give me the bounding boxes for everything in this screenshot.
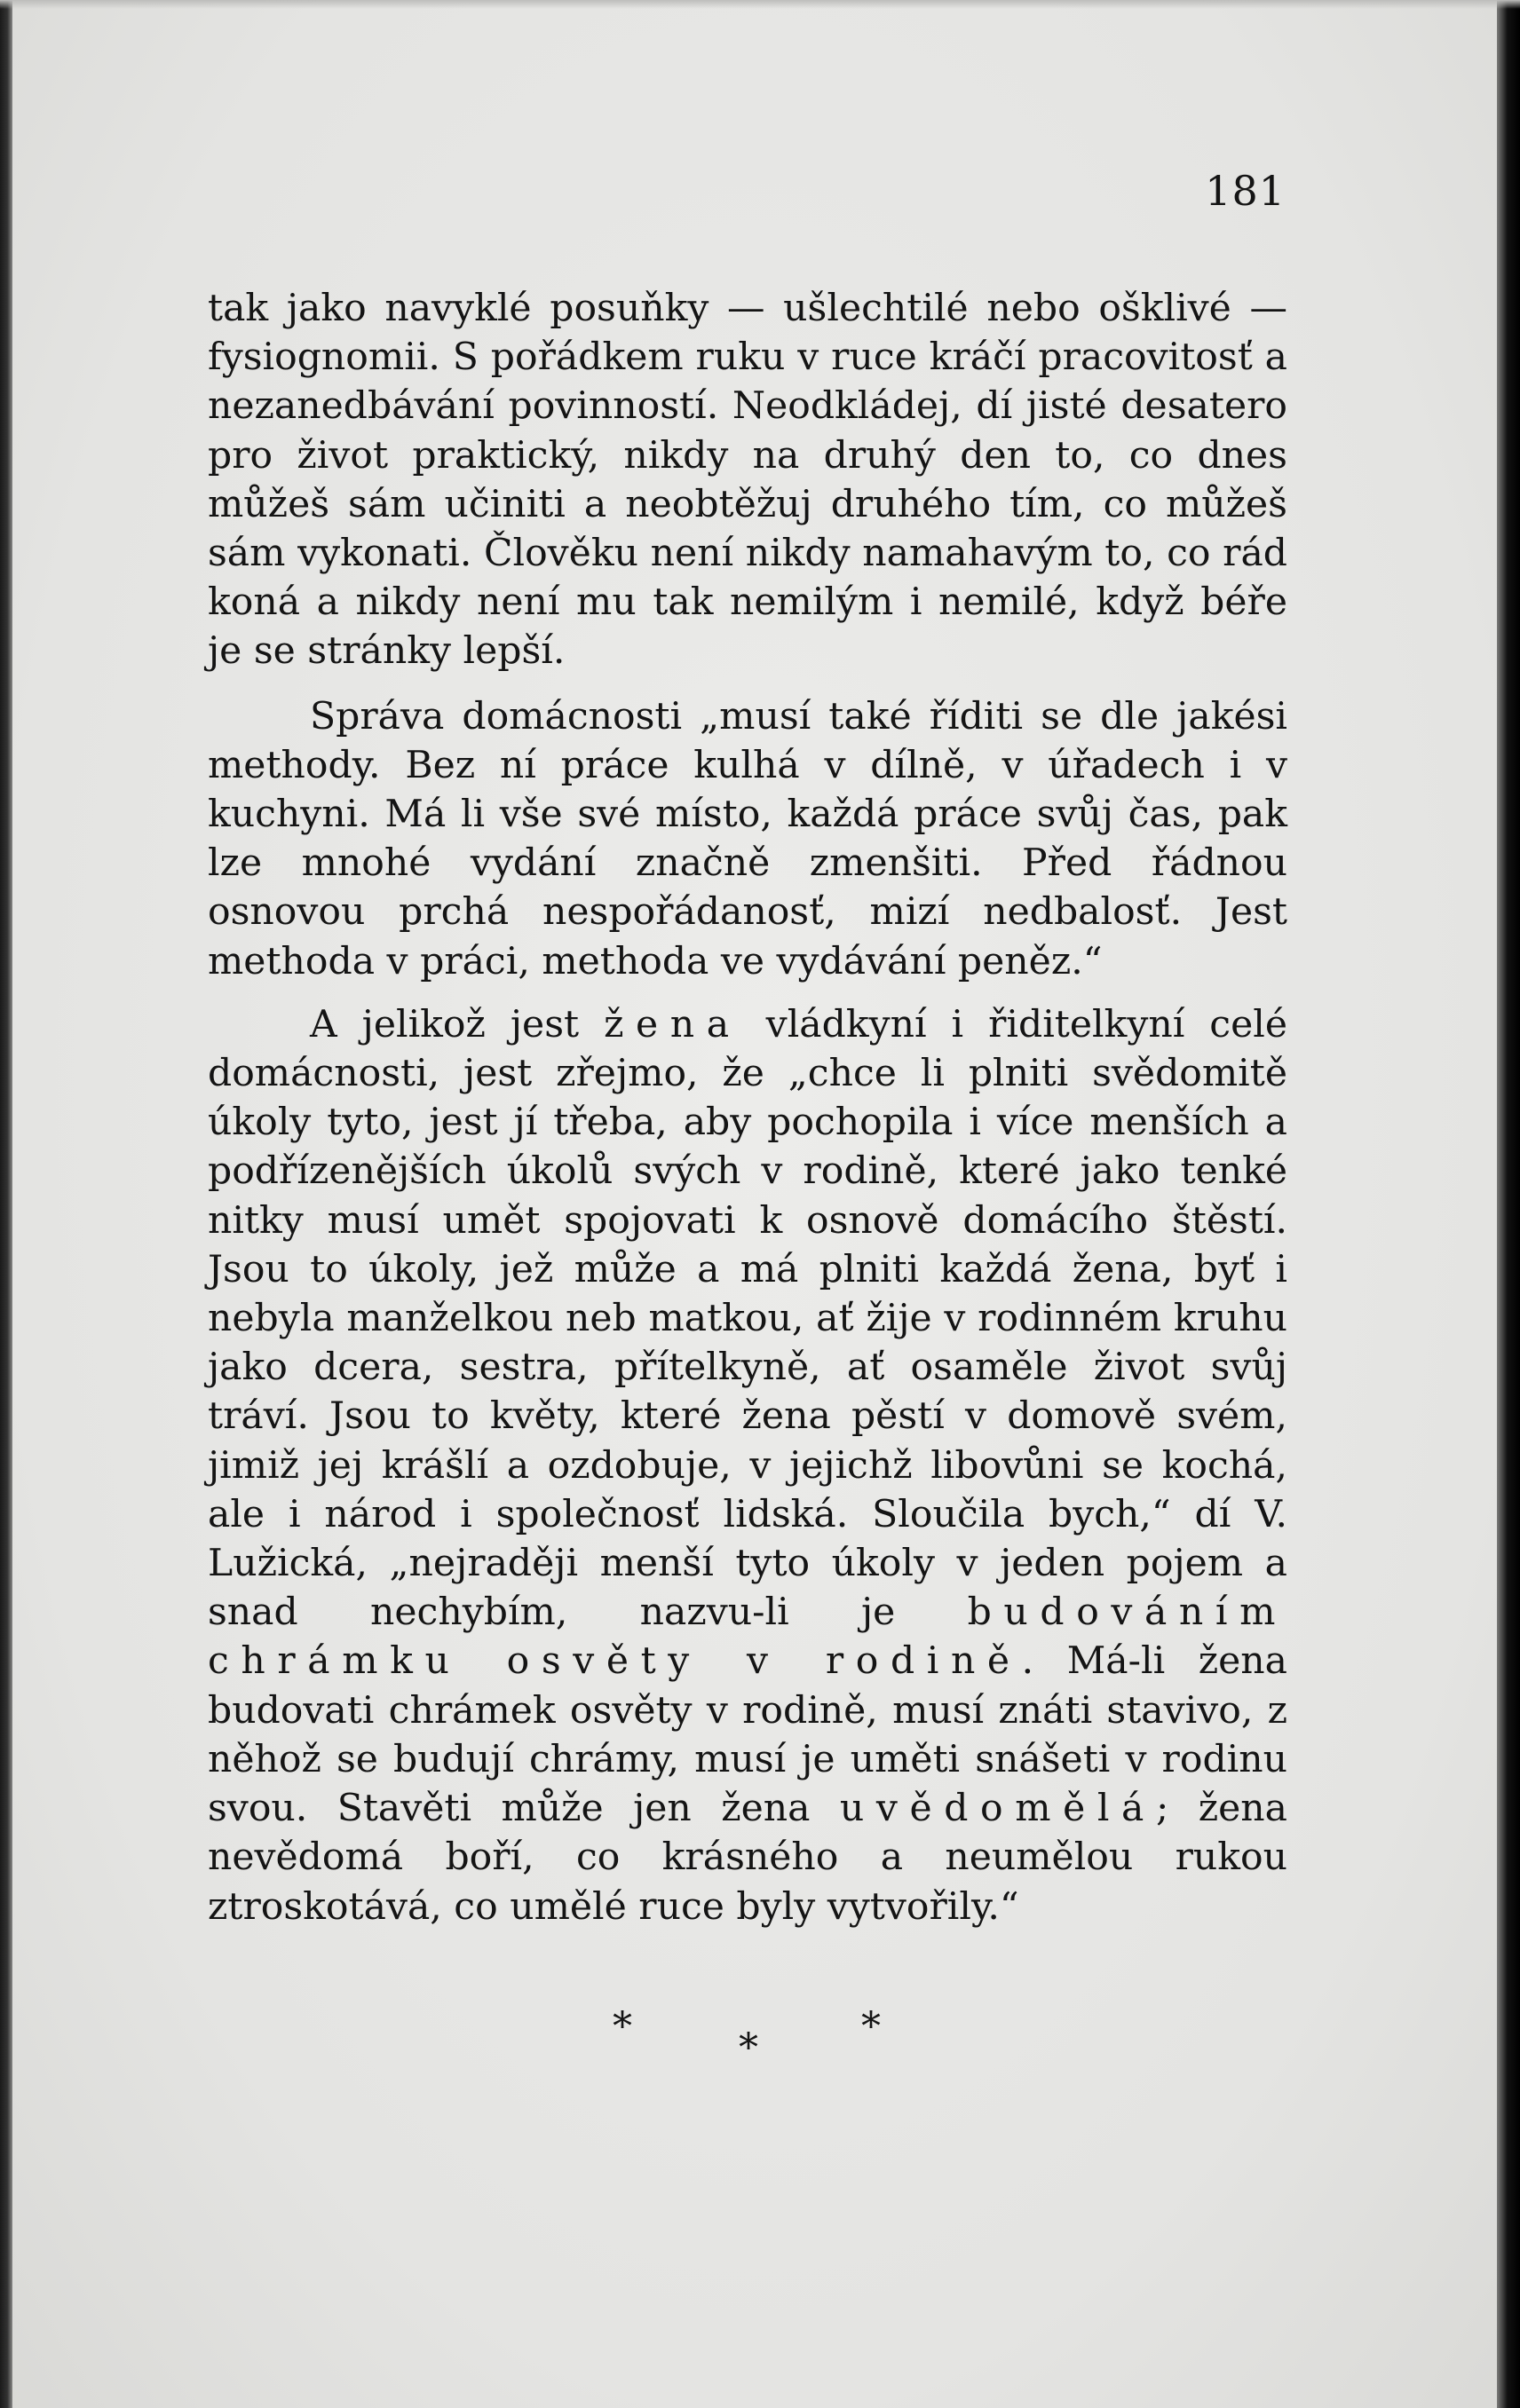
p3-emphasis-budovanim: budováním chrámku osvěty v rodině <box>208 1591 1287 1684</box>
p3-part-e: . Má-li žena budovati chrámek osvěty v rodině, musí znáti stavivo, z něhož se budují chrámy, musí je uměti snášeti v rodinu svou. Stavěti může jen žena <box>208 1639 1287 1831</box>
body-text <box>208 284 1287 1931</box>
scan-edge-top <box>0 0 1520 9</box>
separator-star: * <box>613 2004 632 2049</box>
separator-star: * <box>739 2025 758 2071</box>
p3-part-g: ; žena nevědomá boří, co krásného a neumělou rukou ztroskotává, co umělé ruce byly vytvořily.“ <box>208 1787 1287 1929</box>
separator-star: * <box>861 2004 881 2049</box>
p3-part-a: A jelikož jest <box>310 1002 605 1046</box>
scan-edge-right <box>1497 0 1520 2408</box>
p3-part-c: vládkyní i řiditelkyní celé domácnosti, jest zřejmo, že „chce li plniti svědomitě úkoly tyto, jest jí třeba, aby pochopila i více menších a podřízenějších úkolů svých v rodině, které jako tenké nitky musí umět spojovati k osnově domácího štěstí. Jsou to úkoly, jež může a má plniti každá žena, byť i nebyla manželkou neb matkou, ať žije v rodinném kruhu jako dcera, sestra, přítelkyně, ať osaměle život svůj tráví. Jsou to květy, které žena pěstí v domově svém, jimiž jej krášlí a ozdobuje, v jejichž libovůni se kochá, ale i národ i společnosť lidská. Sloučila bych,“ dí V. Lužická, „nejraději menší tyto úkoly v jeden pojem a snad nechybím, nazvu-li je <box>208 1002 1287 1635</box>
p3-emphasis-zena: žena <box>604 1002 741 1046</box>
paragraph-2: Správa domácnosti „musí také říditi se dle jakési methody. Bez ní práce kulhá v dílně, v úřadech i v kuchyni. Má li vše své místo, každá práce svůj čas, pak lze mnohé vydání značně zmenšiti. Před řádnou osnovou prchá nespořádanosť, mizí nedbalosť. Jest methoda v práci, methoda ve vydávání peněz.“ <box>208 694 1287 983</box>
paragraph-1: tak jako navyklé posuňky — ušlechtilé nebo ošklivé — fysiognomii. S pořádkem ruku v ruce kráčí pracovitosť a nezanedbávání povinností. Neodkládej, dí jisté desatero pro život praktický, nikdy na druhý den to, co dnes můžeš sám učiniti a neobtěžuj druhého tím, co můžeš sám vykonati. Člověku není nikdy namahavým to, co rád koná a nikdy není mu tak nemilým i nemilé, když béře je se stránky lepší. <box>208 287 1287 674</box>
section-separator <box>613 2004 897 2075</box>
p3-emphasis-uvedomela: uvědomělá <box>839 1787 1156 1831</box>
page-number: 181 <box>1205 167 1286 215</box>
scan-edge-left <box>0 0 12 2408</box>
paragraph-3 <box>208 1000 1287 1931</box>
